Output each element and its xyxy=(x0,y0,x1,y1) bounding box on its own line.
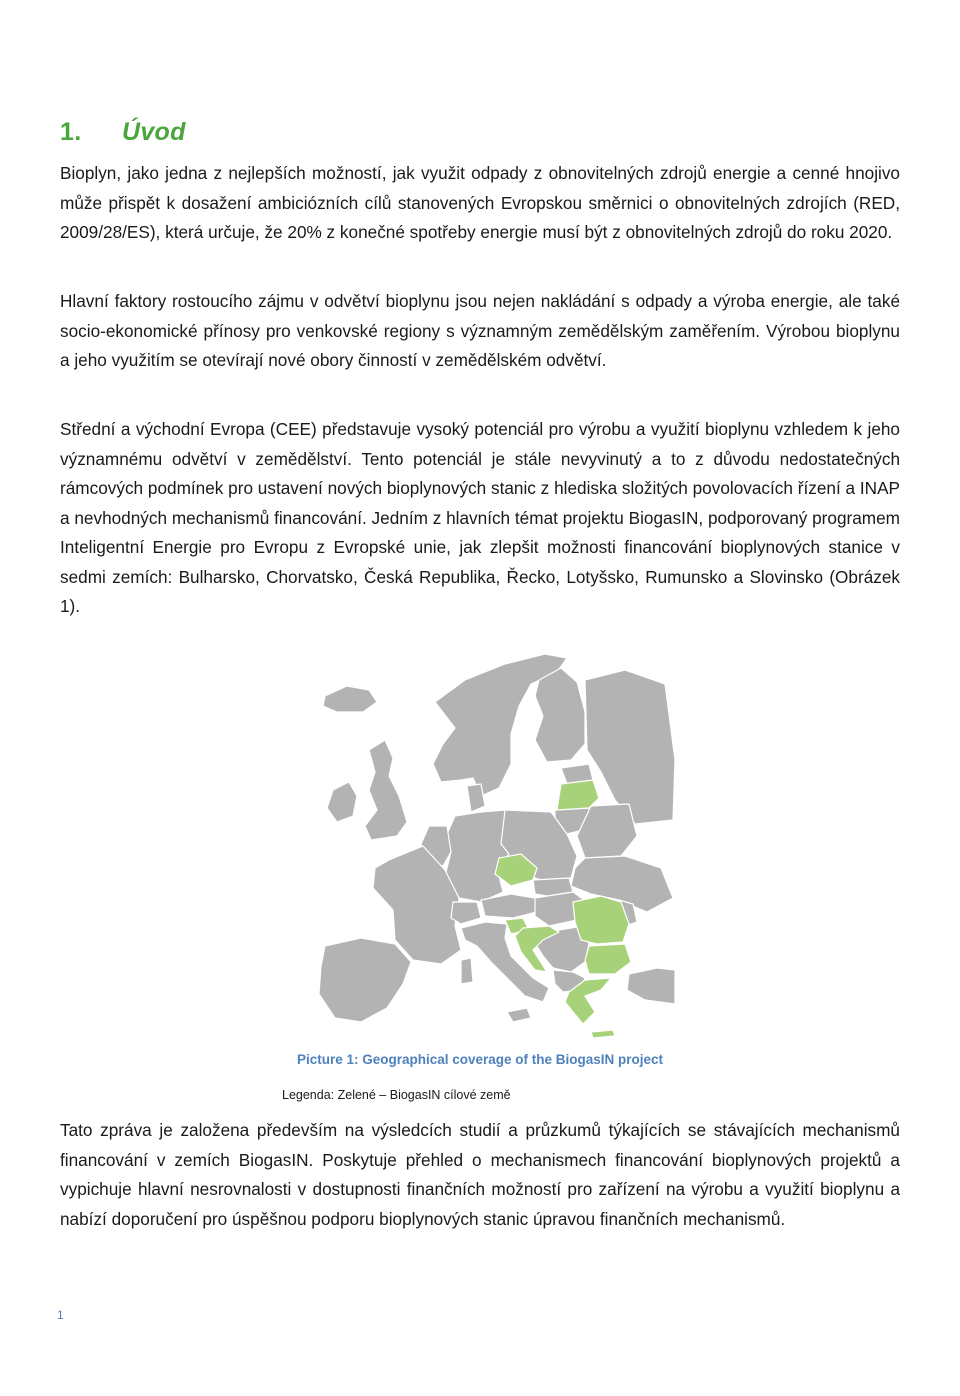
map-turkey xyxy=(627,968,675,1004)
map-ireland xyxy=(327,782,357,822)
paragraph-intro: Bioplyn, jako jedna z nejlepších možností, jak využit odpady z obnovitelných zdrojů energie a cenné hnojivo může přispět k dosažení ambiciózních cílů stanovených Evropskou směrnici o obnovitelných zdrojích (RED, 2009/28/ES), která určuje, že 20% z konečné spotřeby energie musí být z obnovitelných zdrojů do roku 2020. xyxy=(60,163,900,242)
map-great-britain xyxy=(365,740,407,840)
map-switzerland xyxy=(451,902,481,924)
section-title: Úvod xyxy=(122,118,186,146)
map-denmark xyxy=(467,784,485,812)
map-crete xyxy=(591,1030,615,1038)
map-sardinia xyxy=(461,958,473,984)
page-number: 1 xyxy=(57,1308,64,1322)
map-finland xyxy=(535,668,585,762)
paragraph-cee: Střední a východní Evropa (CEE) představuje vysoký potenciál pro výrobu a využití bioplynu vzhledem k jeho významnému odvětví v zemědělství. Tento potenciál je stále nevyvinutý a to z důvodu nedostatečných rámcových podmínek pro ustavení nových bioplynových stanic z hlediska složitých povolovacích řízení a INAP a nevhodných mechanismů financování. Jedním z hlavních témat projektu BiogasIN, podporovaný programem Inteligentní Energie pro Evropu z Evropské unie, jak zlepšit možnosti financování bioplynových stanice v sedmi zemích: Bulharsko, Chorvatsko, Česká Republika, Řecko, Lotyšsko, Rumunsko a Slovinsko (Obrázek 1). xyxy=(60,419,900,616)
map-sicily xyxy=(507,1008,531,1022)
map-iberia xyxy=(319,938,411,1022)
map-iceland xyxy=(323,686,377,712)
map-russia xyxy=(585,670,675,824)
map-bulgaria xyxy=(585,944,631,974)
section-heading xyxy=(60,118,186,147)
paragraph-report: Tato zpráva je založena především na výsledcích studií a průzkumů týkajících se stávajících mechanismů financování v zemích BiogasIN. Poskytuje přehled o mechanismech financování bioplynových projektů a vypichuje hlavní nesrovnalosti v dostupnosti finančních možností pro zařízení na výrobu a využití bioplynu a nabízí doporučení pro úspěšnou podporu bioplynových stanic úpravou finančních mechanismů. xyxy=(60,1120,900,1229)
europe-map xyxy=(285,640,675,1040)
figure-legend: Legenda: Zelené – BiogasIN cílové země xyxy=(282,1088,511,1102)
section-number: 1. xyxy=(60,118,82,146)
figure-caption: Picture 1: Geographical coverage of the BiogasIN project xyxy=(296,1052,664,1067)
paragraph-factors: Hlavní faktory rostoucího zájmu v odvětví bioplynu jsou nejen nakládání s odpady a výroba energie, ale také socio-ekonomické přínosy pro venkovské regiony s významným zemědělským zaměřením. Výrobou bioplynu a jeho využitím se otevírají nové obory činností v zemědělském odvětví. xyxy=(60,291,900,370)
map-romania xyxy=(573,896,629,944)
